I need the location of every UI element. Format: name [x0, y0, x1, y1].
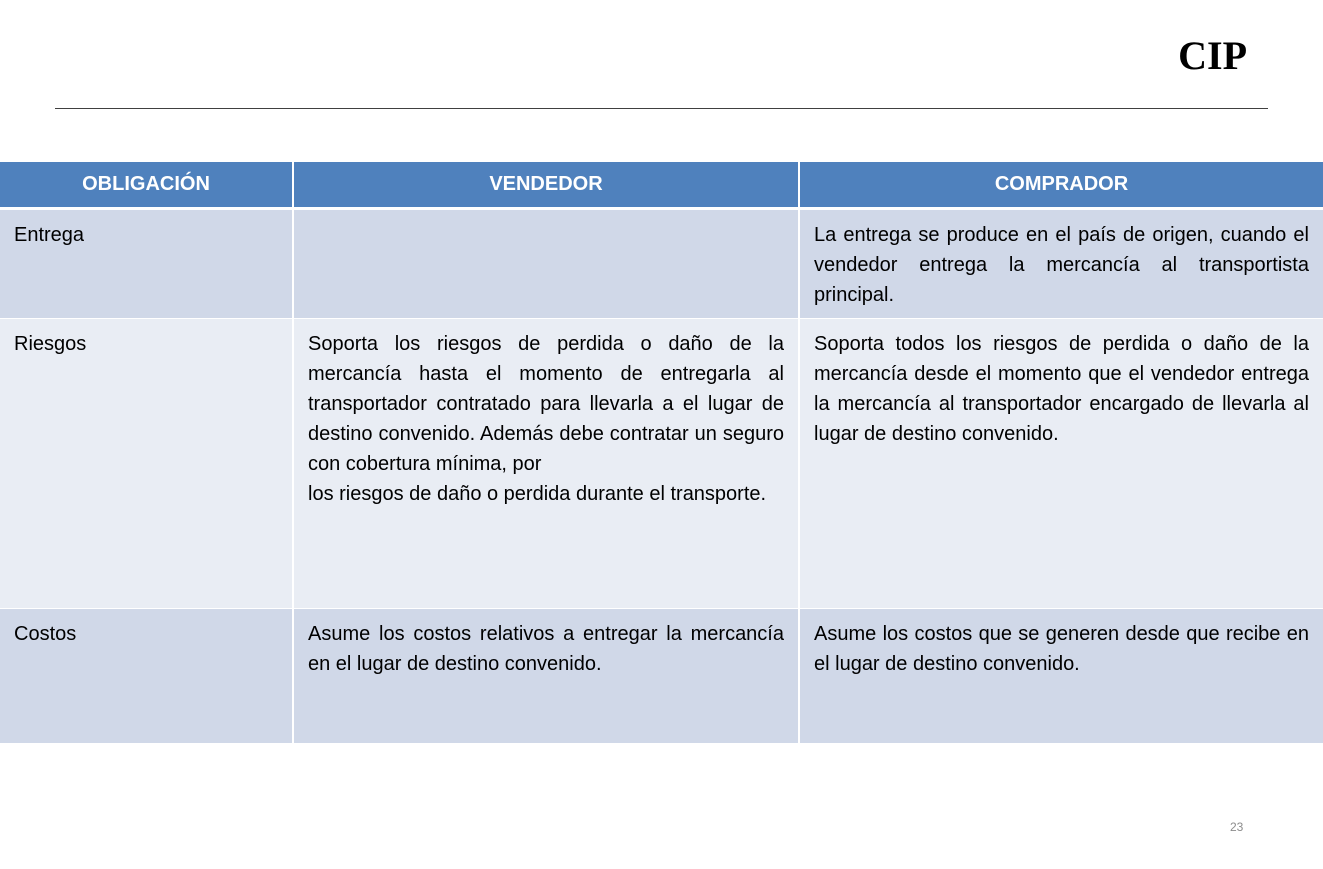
header-vendedor: VENDEDOR — [293, 162, 799, 208]
table-row-costos — [0, 608, 1323, 743]
cell-comprador-costos-text: Asume los costos que se generen desde que recibe en el lugar de destino convenido. — [814, 622, 1309, 675]
table-header-row — [0, 162, 1323, 208]
header-comprador: COMPRADOR — [799, 162, 1323, 208]
table-row-riesgos — [0, 318, 1323, 608]
table-row-entrega — [0, 208, 1323, 318]
cell-vendedor-costos — [293, 608, 799, 743]
cell-vendedor-costos-text: Asume los costos relativos a entregar la mercancía en el lugar de destino convenido. — [308, 622, 784, 675]
cell-vendedor-entrega — [293, 208, 799, 318]
cell-obligacion-riesgos: Riesgos — [0, 318, 293, 608]
title-divider — [55, 108, 1268, 109]
cell-obligacion-costos: Costos — [0, 608, 293, 743]
cell-comprador-riesgos-text: Soporta todos los riesgos de perdida o daño de la mercancía desde el momento que el vendedor entrega la mercancía al transportador encargado de llevarla al lugar de destino convenido. — [814, 332, 1309, 445]
cell-comprador-costos — [799, 608, 1323, 743]
header-obligacion: OBLIGACIÓN — [0, 162, 293, 208]
cell-comprador-entrega — [799, 208, 1323, 318]
slide-title: CIP — [1178, 33, 1247, 78]
cell-vendedor-riesgos-text-2: los riesgos de daño o perdida durante el transporte. — [308, 482, 767, 505]
obligations-table — [0, 162, 1323, 744]
cell-obligacion-entrega: Entrega — [0, 208, 293, 318]
cell-vendedor-riesgos-text-1: Soporta los riesgos de perdida o daño de la mercancía hasta el momento de entregarla al transportador contratado para llevarla a el lugar de destino convenido. Además debe contratar un seguro con cobertura mínima, por — [308, 332, 784, 475]
page-number: 23 — [1230, 820, 1244, 834]
cell-comprador-entrega-text: La entrega se produce en el país de origen, cuando el vendedor entrega la mercancía al transportista principal. — [814, 223, 1309, 306]
cell-comprador-riesgos — [799, 318, 1323, 608]
cell-vendedor-riesgos — [293, 318, 799, 608]
